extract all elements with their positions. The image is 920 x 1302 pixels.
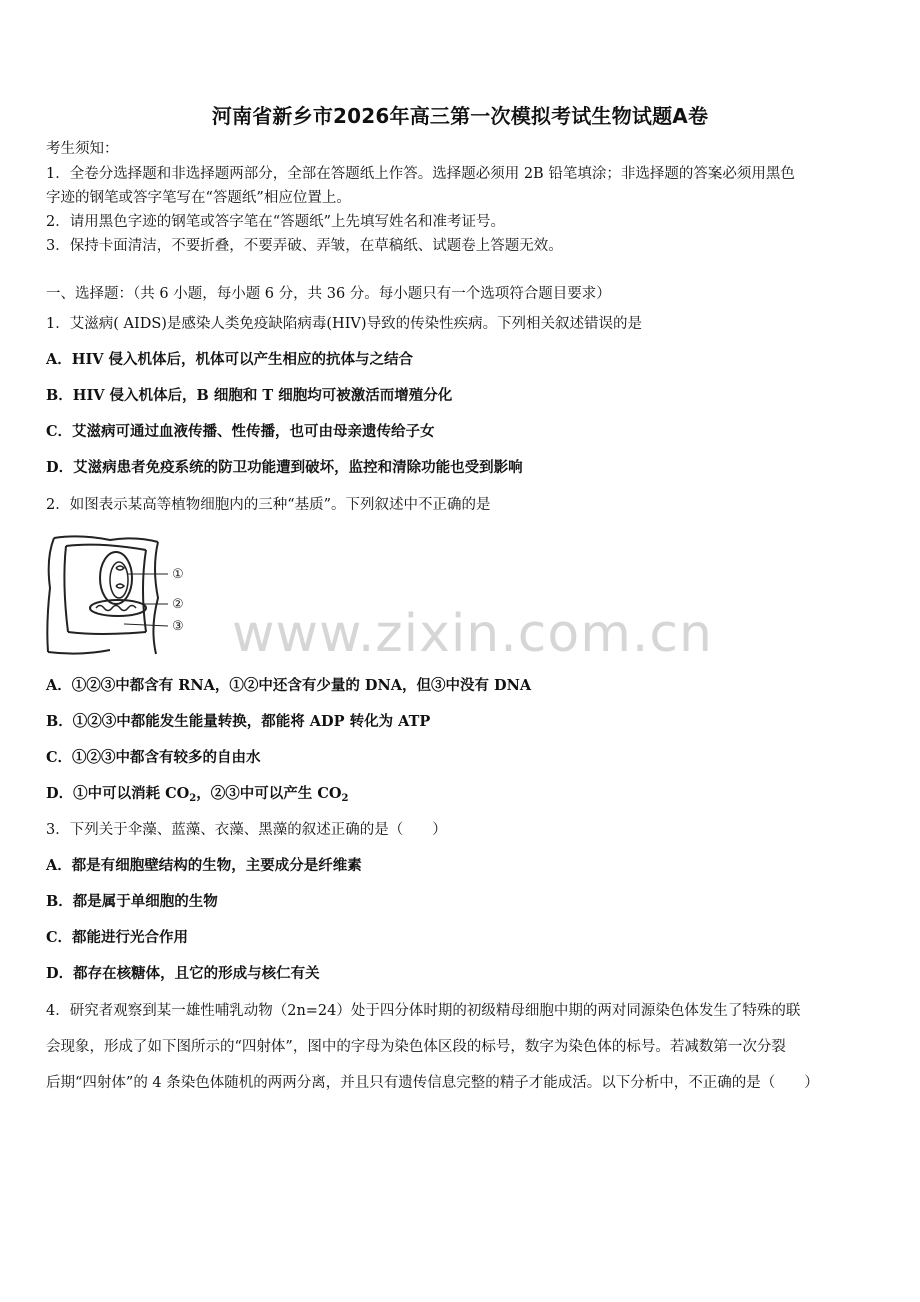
q1-option-a: A．HIV 侵入机体后，机体可以产生相应的抗体与之结合 [46, 351, 414, 368]
q2-option-d-part2: ，②③中可以产生 CO [196, 785, 342, 802]
figure-label-2: ② [172, 597, 184, 612]
q1-option-c: C．艾滋病可通过血液传播、性传播，也可由母亲遗传给子女 [46, 423, 435, 440]
q3-option-b: B．都是属于单细胞的生物 [46, 893, 218, 910]
q3-option-d: D．都存在核糖体，且它的形成与核仁有关 [46, 965, 320, 982]
notice-heading: 考生须知： [46, 141, 119, 157]
q2-option-c: C．①②③中都含有较多的自由水 [46, 749, 261, 766]
q2-option-a: A．①②③中都含有 RNA，①②中还含有少量的 DNA，但③中没有 DNA [46, 677, 532, 694]
figure-label-3: ③ [172, 619, 184, 634]
notice-line-1b: 字迹的钢笔或答字笔写在“答题纸”相应位置上。 [46, 190, 351, 206]
q3-option-a: A．都是有细胞壁结构的生物，主要成分是纤维素 [46, 857, 362, 874]
q1-option-d: D．艾滋病患者免疫系统的防卫功能遭到破坏，监控和清除功能也受到影响 [46, 459, 523, 476]
figure-label-1: ① [172, 567, 184, 582]
notice-line-3: 3．保持卡面清洁，不要折叠，不要弄破、弄皱，在草稿纸、试题卷上答题无效。 [46, 238, 563, 254]
q3-option-c: C．都能进行光合作用 [46, 929, 189, 946]
q4-line-2: 会现象，形成了如下图所示的“四射体”，图中的字母为染色体区段的标号，数字为染色体的标号。若减数第一次分裂 [46, 1039, 786, 1055]
co2-subscript-1: 2 [189, 793, 197, 804]
q1-option-b: B．HIV 侵入机体后，B 细胞和 T 细胞均可被激活而增殖分化 [46, 387, 453, 404]
watermark: www.zixin.com.cn [232, 604, 713, 664]
q3-stem: 3．下列关于伞藻、蓝藻、衣藻、黑藻的叙述正确的是（ ） [46, 822, 447, 838]
q2-option-b: B．①②③中都能发生能量转换，都能将 ADP 转化为 ATP [46, 713, 431, 730]
section-heading: 一、选择题：（共 6 小题，每小题 6 分，共 36 分。每小题只有一个选项符合题目要求） [46, 286, 611, 302]
notice-line-2: 2．请用黑色字迹的钢笔或答字笔在“答题纸”上先填写姓名和准考证号。 [46, 214, 506, 230]
q2-option-d-part1: D．①中可以消耗 CO [46, 785, 190, 802]
q4-line-1: 4．研究者观察到某一雄性哺乳动物（2n=24）处于四分体时期的初级精母细胞中期的两对同源染色体发生了特殊的联 [46, 1003, 801, 1019]
notice-line-1: 1．全卷分选择题和非选择题两部分，全部在答题纸上作答。选择题必须用 2B 铅笔填涂；非选择题的答案必须用黑色 [46, 166, 795, 182]
q1-stem: 1．艾滋病( AIDS)是感染人类免疫缺陷病毒(HIV)导致的传染性疾病。下列相关叙述错误的是 [46, 316, 643, 332]
page-title: 河南省新乡市2026年高三第一次模拟考试生物试题A卷 [211, 104, 709, 128]
q2-stem: 2．如图表示某高等植物细胞内的三种“基质”。下列叙述中不正确的是 [46, 497, 491, 513]
plant-cell-figure [40, 528, 200, 660]
q4-line-3: 后期“四射体”的 4 条染色体随机的两两分离，并且只有遗传信息完整的精子才能成活。以下分析中，不正确的是（ ） [46, 1075, 819, 1091]
co2-subscript-2: 2 [341, 793, 349, 804]
q2-option-d [46, 785, 348, 808]
